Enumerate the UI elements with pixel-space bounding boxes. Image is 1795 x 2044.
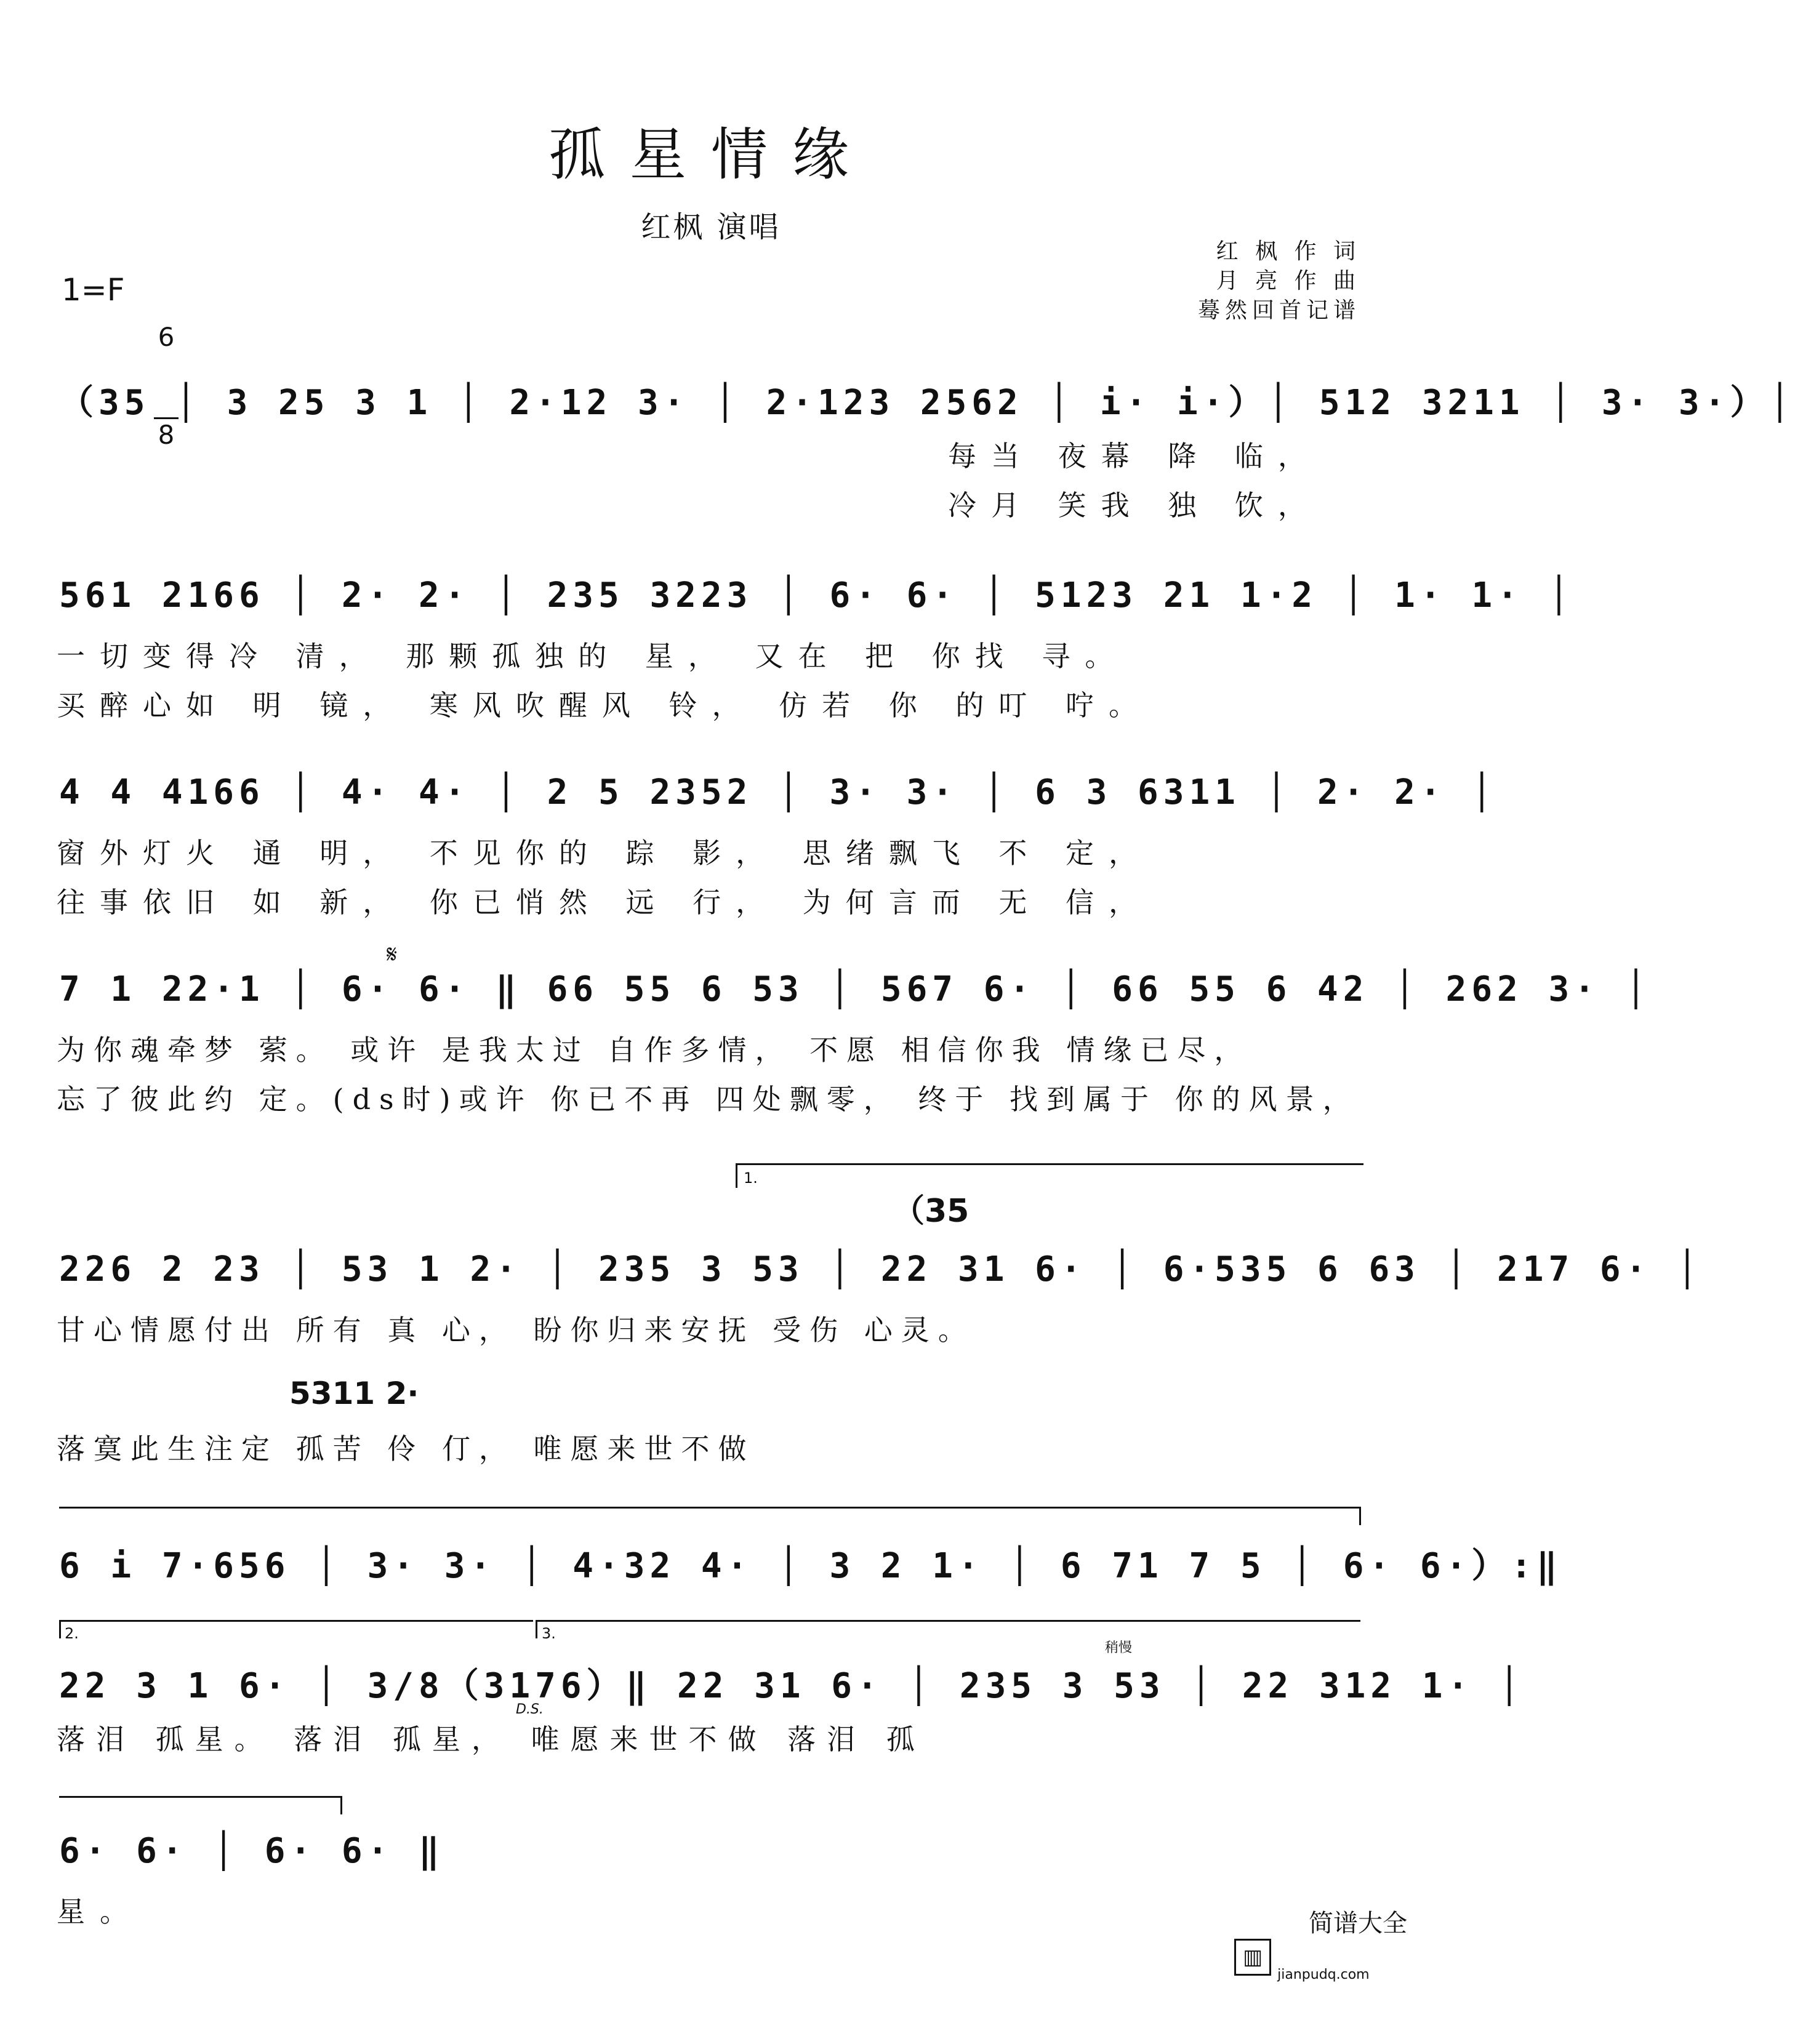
system-3-lyric-1: 窗外灯火 通 明， 不见你的 踪 影， 思绪飘飞 不 定， [57, 836, 1152, 870]
time-signature [154, 257, 179, 483]
system-4-lyric-1: 为你魂牵梦 萦。 或许 是我太过 自作多情， 不愿 相信你我 情缘已尽， [57, 1033, 1251, 1067]
piano-keys-icon: ▥ [1234, 1939, 1271, 1976]
system-7-notes: 22 3 1 6· │ 3/8（3176）‖ 22 31 6· │ 235 3 53 │ 22 312 1· │ [59, 1666, 1525, 1706]
system-2-notes: 561 2166 │ 2· 2· │ 235 3223 │ 6· 6· │ 5123 21 1·2 │ 1· 1· │ [59, 575, 1575, 615]
system-5-lyric-1: 甘心情愿付出 所有 真 心， 盼你归来安抚 受伤 心灵。 [57, 1313, 975, 1347]
watermark [1234, 1875, 1407, 2039]
watermark-url: jianpudq.com [1277, 1967, 1370, 1982]
volta-3-label: 3. [542, 1625, 556, 1642]
credit-transcriber: 蓦然回首记谱 [1197, 298, 1360, 323]
volta-3-bracket [536, 1620, 1360, 1622]
tempo-marking-slower: 稍慢 [1105, 1640, 1133, 1656]
system-6-notes: 6 i 7·656 │ 3· 3· │ 4·32 4· │ 3 2 1· │ 6 71 7 5 │ 6· 6·）:‖ [59, 1546, 1562, 1586]
credit-lyricist: 红 枫 作 词 [1216, 239, 1360, 264]
final-slur-line [59, 1796, 342, 1798]
segno-sign: 𝄋 [387, 940, 398, 969]
system-1-lyric-1: 每当 夜幕 降 临， [948, 439, 1321, 473]
system-3-lyric-2: 往事依旧 如 新， 你已悄然 远 行， 为何言而 无 信， [57, 886, 1152, 919]
system-2-lyric-1: 一切变得冷 清， 那颗孤独的 星， 又在 把 你找 寻。 [57, 639, 1128, 673]
system-5-notes: 226 2 23 │ 53 1 2· │ 235 3 53 │ 22 31 6· │ 6·535 6 63 │ 217 6· │ [59, 1249, 1703, 1289]
volta-1-label: 1. [744, 1169, 758, 1187]
time-signature-bottom: 8 [154, 417, 179, 451]
system-8-lyric-1: 星。 [57, 1895, 143, 1928]
system-7-lyric-1: 落泪 孤星。 落泪 孤星， 唯愿来世不做 落泪 孤 [57, 1723, 926, 1756]
system-2-lyric-2: 买醉心如 明 镜， 寒风吹醒风 铃， 仿若 你 的叮 咛。 [57, 689, 1152, 722]
system-1-notes: （35 │ 3 25 3 1 │ 2·12 3· │ 2·123 2562 │ i· i·）│ 512 3211 │ 3· 3·）│ [59, 383, 1795, 423]
time-signature-top: 6 [158, 322, 175, 352]
system-4-lyric-2: 忘了彼此约 定。(ds时)或许 你已不再 四处飘零， 终于 找到属于 你的风景， [57, 1083, 1360, 1116]
system-5-lyric-2: 落寞此生注定 孤苦 伶 仃， 唯愿来世不做 [57, 1432, 755, 1465]
alternate-bar-notes: 5311 2· [289, 1376, 419, 1411]
volta-2-bracket-edge [59, 1620, 61, 1638]
system-1-lyric-2: 冷月 笑我 独 饮， [948, 489, 1321, 522]
system-8-notes: 6· 6· │ 6· 6· ‖ [59, 1831, 444, 1871]
intro-pickup-notes: （35 [893, 1193, 970, 1230]
volta-1-bracket-edge [736, 1163, 737, 1188]
volta-3-bracket-edge [536, 1620, 537, 1638]
repeat-top-line [59, 1507, 1361, 1509]
credit-composer: 月 亮 作 曲 [1216, 268, 1360, 294]
ds-marking: D.S. [516, 1702, 544, 1717]
system-4-notes: 7 1 22·1 │ 6· 6· ‖ 66 55 6 53 │ 567 6· │ 66 55 6 42 │ 262 3· │ [59, 969, 1652, 1009]
song-title: 孤星情缘 [548, 122, 873, 188]
final-slur-edge [340, 1796, 342, 1814]
volta-2-label: 2. [65, 1625, 79, 1642]
performer: 红枫 演唱 [641, 210, 781, 244]
watermark-name: 简谱大全 [1309, 1909, 1407, 1938]
repeat-top-edge [1359, 1507, 1361, 1525]
volta-2-bracket [59, 1620, 533, 1622]
system-3-notes: 4 4 4166 │ 4· 4· │ 2 5 2352 │ 3· 3· │ 6 3 6311 │ 2· 2· │ [59, 772, 1498, 812]
key-signature: 1=F [62, 272, 125, 308]
volta-1-bracket [736, 1163, 1363, 1165]
